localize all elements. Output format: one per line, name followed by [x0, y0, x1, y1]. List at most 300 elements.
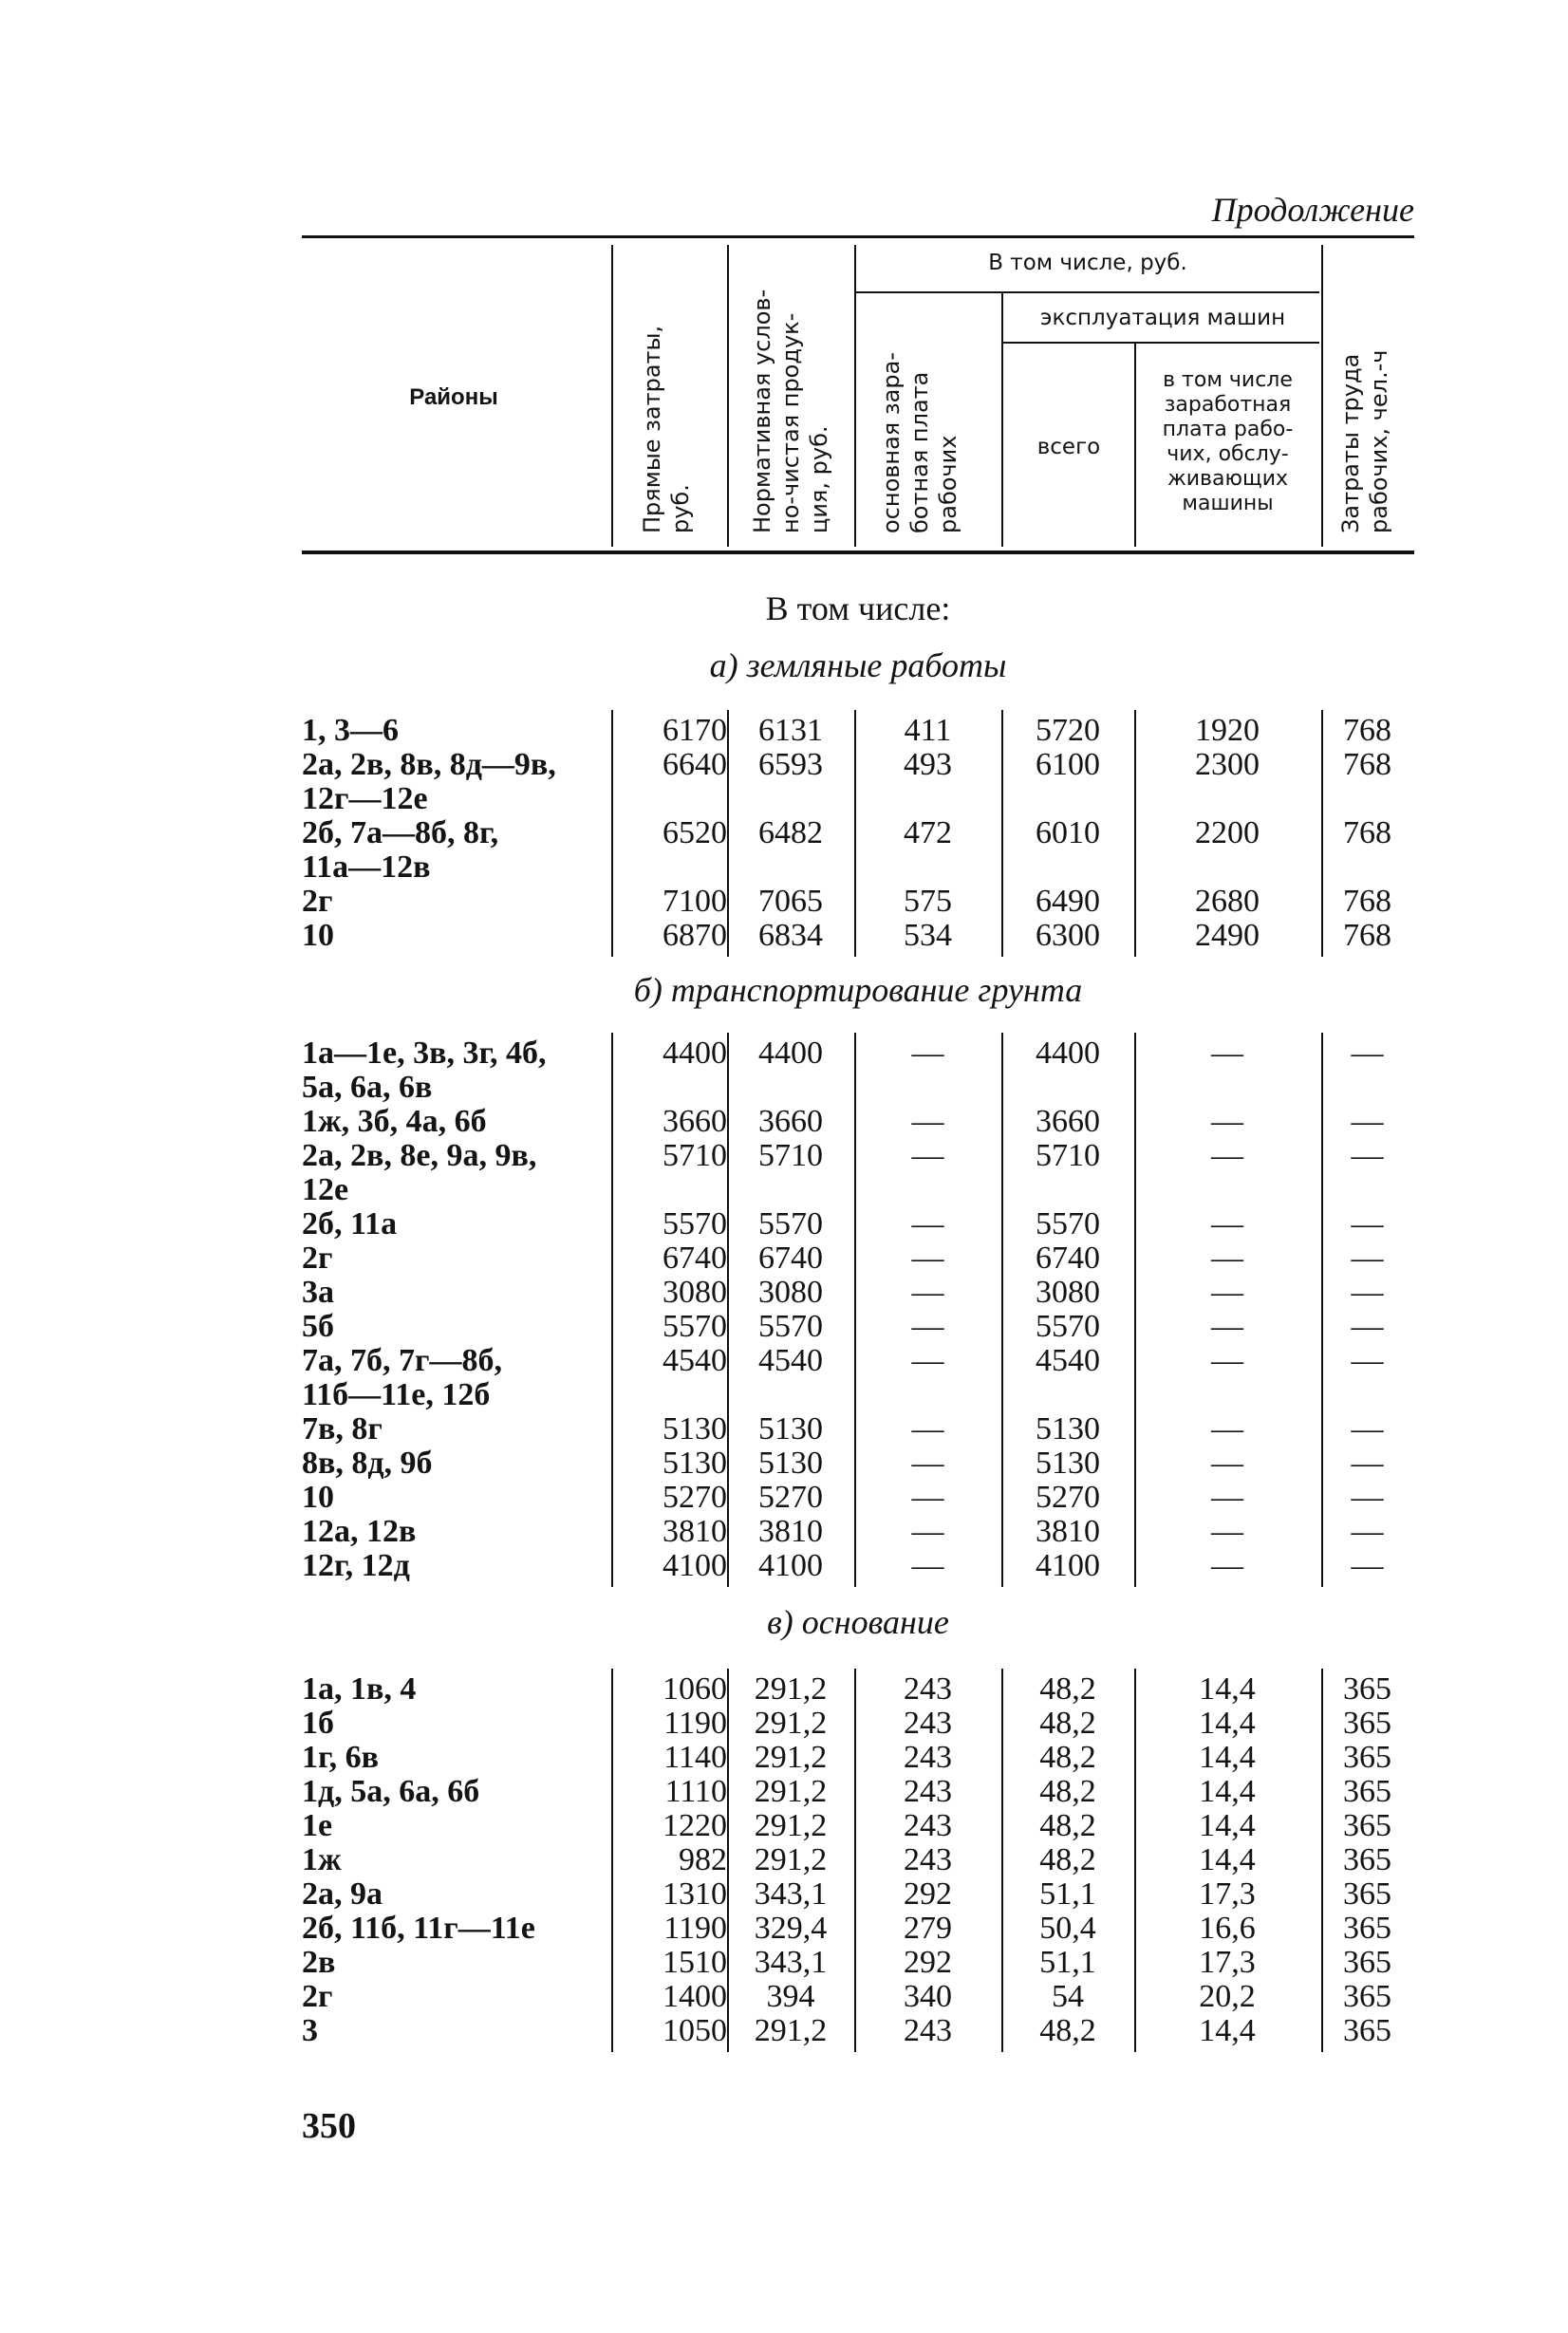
- value-cell-total: 6490: [1036, 884, 1100, 919]
- table-row: [302, 1707, 1414, 1741]
- value-cell-wage: —: [911, 1548, 944, 1583]
- column-divider: [611, 1669, 613, 2052]
- district-cell: 7а, 7б, 7г—8б,: [302, 1344, 502, 1378]
- column-divider: [1321, 1669, 1323, 2052]
- value-cell-operators: [1134, 850, 1320, 885]
- value-cell-net: [727, 850, 854, 885]
- section-title-earthworks: а) земляные работы: [709, 646, 1007, 684]
- header-districts: Районы: [409, 384, 498, 410]
- section-table-soil-transport: [302, 1036, 1414, 1583]
- value-cell-operators: [1134, 1378, 1320, 1412]
- table-row: [302, 1672, 1414, 1707]
- value-cell-total: 48,2: [1039, 1740, 1096, 1775]
- value-cell-total: 6100: [1036, 747, 1100, 782]
- value-cell-net: 291,2: [754, 2013, 828, 2048]
- value-cell-total: 51,1: [1039, 1945, 1096, 1980]
- district-cell: 2г: [302, 1241, 333, 1276]
- value-cell-wage: —: [911, 1036, 944, 1071]
- value-cell-labor: [1320, 782, 1414, 816]
- value-cell-total: 6300: [1036, 918, 1100, 953]
- header-divider: [854, 245, 856, 547]
- value-cell-net: 5570: [758, 1309, 823, 1344]
- value-cell-operators: [1134, 782, 1320, 816]
- table-row: [302, 885, 1414, 919]
- column-divider: [611, 710, 613, 957]
- value-cell-total: 5130: [1036, 1411, 1100, 1446]
- value-cell-direct: 3660: [663, 1104, 727, 1139]
- district-cell: 10: [302, 1481, 334, 1515]
- table-row: [302, 1980, 1414, 2014]
- header-labor: Затраты труда рабочих, чел.-ч: [1337, 349, 1392, 533]
- value-cell-wage: —: [911, 1138, 944, 1173]
- table-row: [302, 1775, 1414, 1809]
- value-cell-labor: 365: [1343, 1808, 1391, 1843]
- value-cell-net: 6593: [758, 747, 823, 782]
- value-cell-labor: —: [1351, 1548, 1384, 1583]
- column-divider: [727, 1669, 729, 2052]
- header-divider: [856, 291, 1319, 293]
- value-cell-total: 4100: [1036, 1548, 1100, 1583]
- value-cell-wage: 472: [904, 815, 952, 850]
- value-cell-wage: —: [911, 1275, 944, 1310]
- value-cell-direct: 5570: [663, 1309, 727, 1344]
- value-cell-wage: [854, 782, 1001, 816]
- table-row: [302, 1071, 1414, 1105]
- column-divider: [727, 1033, 729, 1587]
- value-cell-direct: [611, 1071, 727, 1105]
- table-row: [302, 1105, 1414, 1139]
- header-including-group: В том числе, руб.: [988, 251, 1187, 275]
- table-row: [302, 1207, 1414, 1241]
- value-cell-net: 4100: [758, 1548, 823, 1583]
- value-cell-wage: —: [911, 1309, 944, 1344]
- value-cell-operators: 2300: [1195, 747, 1260, 782]
- district-cell: 12г, 12д: [302, 1549, 410, 1583]
- table-row: [302, 1741, 1414, 1775]
- value-cell-net: 343,1: [754, 1876, 828, 1912]
- value-cell-operators: —: [1211, 1275, 1243, 1310]
- value-cell-labor: 365: [1343, 1706, 1391, 1741]
- value-cell-total: 5570: [1036, 1206, 1100, 1241]
- district-cell: 1а, 1в, 4: [302, 1672, 417, 1707]
- value-cell-net: 291,2: [754, 1740, 828, 1775]
- value-cell-direct: 1220: [663, 1808, 727, 1843]
- value-cell-wage: 243: [904, 1706, 952, 1741]
- value-cell-net: 291,2: [754, 1774, 828, 1809]
- value-cell-total: 3080: [1036, 1275, 1100, 1310]
- value-cell-operators: 14,4: [1199, 1706, 1256, 1741]
- value-cell-labor: 365: [1343, 1774, 1391, 1809]
- value-cell-net: 343,1: [754, 1945, 828, 1980]
- value-cell-total: 48,2: [1039, 1808, 1096, 1843]
- value-cell-net: 7065: [758, 884, 823, 919]
- value-cell-net: 291,2: [754, 1706, 828, 1741]
- value-cell-labor: 365: [1343, 1911, 1391, 1946]
- value-cell-total: 6740: [1036, 1241, 1100, 1276]
- value-cell-labor: —: [1351, 1275, 1384, 1310]
- value-cell-net: 3810: [758, 1514, 823, 1549]
- value-cell-total: 4540: [1036, 1343, 1100, 1378]
- value-cell-operators: 17,3: [1199, 1876, 1256, 1912]
- district-cell: 1ж, 3б, 4а, 6б: [302, 1105, 487, 1139]
- value-cell-operators: 14,4: [1199, 1808, 1256, 1843]
- value-cell-operators: 14,4: [1199, 1774, 1256, 1809]
- value-cell-direct: 6170: [663, 713, 727, 748]
- district-cell: 3а: [302, 1276, 334, 1310]
- section-table-foundation: [302, 1672, 1414, 2048]
- column-divider: [1001, 710, 1003, 957]
- section-title-soil-transport: б) транспортирование грунта: [633, 971, 1083, 1009]
- table-row: [302, 1481, 1414, 1515]
- table-row: [302, 1139, 1414, 1173]
- value-cell-net: 329,4: [754, 1911, 828, 1946]
- value-cell-wage: —: [911, 1480, 944, 1515]
- value-cell-net: 5130: [758, 1446, 823, 1481]
- value-cell-operators: 14,4: [1199, 1842, 1256, 1877]
- value-cell-direct: 1110: [664, 1774, 727, 1809]
- district-cell: 2г: [302, 1980, 333, 2014]
- table-row: [302, 782, 1414, 816]
- column-divider: [854, 710, 856, 957]
- district-cell: 12е: [302, 1173, 349, 1207]
- district-cell: 2б, 11а: [302, 1207, 398, 1241]
- value-cell-wage: 292: [904, 1945, 952, 1980]
- value-cell-labor: —: [1351, 1241, 1384, 1276]
- table-row: [302, 919, 1414, 953]
- value-cell-operators: 2490: [1195, 918, 1260, 953]
- table-row: [302, 850, 1414, 885]
- value-cell-labor: —: [1351, 1411, 1384, 1446]
- value-cell-direct: 4540: [663, 1343, 727, 1378]
- value-cell-operators: —: [1211, 1446, 1243, 1481]
- value-cell-net: 291,2: [754, 1671, 828, 1707]
- table-row: [302, 816, 1414, 850]
- column-divider: [1001, 1669, 1003, 2052]
- value-cell-total: 48,2: [1039, 1671, 1096, 1707]
- district-cell: 2г: [302, 885, 333, 919]
- table-row: [302, 1877, 1414, 1912]
- value-cell-wage: 243: [904, 2013, 952, 2048]
- value-cell-wage: 575: [904, 884, 952, 919]
- header-bottom-rule: [302, 551, 1414, 554]
- value-cell-labor: [1320, 1173, 1414, 1207]
- value-cell-labor: —: [1351, 1104, 1384, 1139]
- district-cell: 2в: [302, 1946, 336, 1980]
- value-cell-net: 6834: [758, 918, 823, 953]
- table-row: [302, 1549, 1414, 1583]
- value-cell-total: 51,1: [1039, 1876, 1096, 1912]
- value-cell-total: 3810: [1036, 1514, 1100, 1549]
- value-cell-total: 48,2: [1039, 2013, 1096, 2048]
- table-row: [302, 1912, 1414, 1946]
- value-cell-labor: —: [1351, 1206, 1384, 1241]
- district-cell: 10: [302, 919, 334, 953]
- value-cell-operators: —: [1211, 1480, 1243, 1515]
- district-cell: 5а, 6а, 6в: [302, 1071, 433, 1105]
- table-row: [302, 1241, 1414, 1276]
- column-divider: [1321, 1033, 1323, 1587]
- column-divider: [611, 1033, 613, 1587]
- value-cell-total: 54: [1052, 1979, 1084, 2014]
- table-row: [302, 1378, 1414, 1412]
- value-cell-total: 48,2: [1039, 1774, 1096, 1809]
- table-row: [302, 1809, 1414, 1843]
- value-cell-direct: 1310: [663, 1876, 727, 1912]
- value-cell-direct: 1400: [663, 1979, 727, 2014]
- value-cell-net: 3660: [758, 1104, 823, 1139]
- value-cell-direct: 6740: [663, 1241, 727, 1276]
- value-cell-wage: [854, 1071, 1001, 1105]
- intro-label: В том числе:: [765, 589, 951, 627]
- value-cell-labor: 768: [1343, 747, 1391, 782]
- value-cell-net: 5130: [758, 1411, 823, 1446]
- value-cell-total: [1001, 1071, 1134, 1105]
- value-cell-direct: 982: [679, 1842, 727, 1877]
- value-cell-wage: —: [911, 1104, 944, 1139]
- district-cell: 11а—12в: [302, 850, 431, 885]
- value-cell-direct: 4400: [663, 1036, 727, 1071]
- value-cell-labor: 365: [1343, 1740, 1391, 1775]
- value-cell-labor: 365: [1343, 1945, 1391, 1980]
- value-cell-direct: 3810: [663, 1514, 727, 1549]
- value-cell-direct: 4100: [663, 1548, 727, 1583]
- value-cell-direct: 5570: [663, 1206, 727, 1241]
- value-cell-operators: 2200: [1195, 815, 1260, 850]
- column-divider: [1134, 1033, 1136, 1587]
- value-cell-net: 5270: [758, 1480, 823, 1515]
- value-cell-net: 6740: [758, 1241, 823, 1276]
- table-row: [302, 1946, 1414, 1980]
- value-cell-total: [1001, 850, 1134, 885]
- value-cell-net: 4540: [758, 1343, 823, 1378]
- district-cell: 2а, 9а: [302, 1877, 383, 1912]
- value-cell-direct: 6870: [663, 918, 727, 953]
- value-cell-total: [1001, 1378, 1134, 1412]
- value-cell-net: 6131: [758, 713, 823, 748]
- section-table-earthworks: [302, 714, 1414, 953]
- district-cell: 12а, 12в: [302, 1515, 417, 1549]
- value-cell-operators: —: [1211, 1206, 1243, 1241]
- value-cell-operators: —: [1211, 1241, 1243, 1276]
- value-cell-operators: —: [1211, 1411, 1243, 1446]
- value-cell-wage: —: [911, 1343, 944, 1378]
- header-total: всего: [1036, 435, 1101, 459]
- table-row: [302, 2014, 1414, 2048]
- header-divider: [1003, 342, 1319, 344]
- value-cell-wage: [854, 850, 1001, 885]
- district-cell: 7в, 8г: [302, 1412, 383, 1446]
- district-cell: 12г—12е: [302, 782, 428, 816]
- value-cell-operators: 2680: [1195, 884, 1260, 919]
- value-cell-wage: —: [911, 1241, 944, 1276]
- column-divider: [727, 710, 729, 957]
- value-cell-wage: [854, 1173, 1001, 1207]
- value-cell-operators: 14,4: [1199, 1671, 1256, 1707]
- value-cell-wage: 243: [904, 1842, 952, 1877]
- value-cell-labor: —: [1351, 1138, 1384, 1173]
- value-cell-operators: [1134, 1173, 1320, 1207]
- value-cell-labor: —: [1351, 1343, 1384, 1378]
- value-cell-operators: —: [1211, 1548, 1243, 1583]
- district-cell: 2б, 7а—8б, 8г,: [302, 816, 499, 850]
- value-cell-labor: 365: [1343, 1979, 1391, 2014]
- value-cell-total: 3660: [1036, 1104, 1100, 1139]
- district-cell: 11б—11е, 12б: [302, 1378, 491, 1412]
- district-cell: 2а, 2в, 8е, 9а, 9в,: [302, 1139, 537, 1173]
- value-cell-direct: 1510: [663, 1945, 727, 1980]
- header-machine-operation: эксплуатация машин: [1039, 306, 1286, 330]
- header-net-output: Нормативная услов- но-чистая продук- ция, руб.: [749, 289, 832, 533]
- value-cell-wage: 279: [904, 1911, 952, 1946]
- header-direct-costs: Прямые затраты, руб.: [639, 325, 694, 533]
- value-cell-labor: 365: [1343, 1671, 1391, 1707]
- value-cell-labor: [1320, 850, 1414, 885]
- page-number: 350: [302, 2106, 356, 2146]
- value-cell-direct: 3080: [663, 1275, 727, 1310]
- value-cell-direct: 1190: [663, 1706, 727, 1741]
- value-cell-net: [727, 1071, 854, 1105]
- value-cell-total: 4400: [1036, 1036, 1100, 1071]
- table-row: [302, 1412, 1414, 1446]
- value-cell-total: [1001, 782, 1134, 816]
- continuation-label: Продолжение: [1211, 191, 1414, 229]
- value-cell-operators: 20,2: [1199, 1979, 1256, 2014]
- value-cell-direct: 1140: [663, 1740, 727, 1775]
- value-cell-direct: [611, 782, 727, 816]
- column-divider: [1134, 710, 1136, 957]
- column-divider: [854, 1033, 856, 1587]
- value-cell-net: [727, 1378, 854, 1412]
- column-divider: [854, 1669, 856, 2052]
- value-cell-wage: 243: [904, 1740, 952, 1775]
- district-cell: 5б: [302, 1310, 334, 1344]
- value-cell-operators: 14,4: [1199, 1740, 1256, 1775]
- value-cell-labor: —: [1351, 1480, 1384, 1515]
- district-cell: 1, 3—6: [302, 714, 399, 748]
- header-divider: [611, 245, 613, 547]
- value-cell-net: 4400: [758, 1036, 823, 1071]
- value-cell-wage: —: [911, 1411, 944, 1446]
- value-cell-net: 5710: [758, 1138, 823, 1173]
- district-cell: 1е: [302, 1809, 333, 1843]
- header-top-rule: [302, 235, 1414, 238]
- value-cell-net: 3080: [758, 1275, 823, 1310]
- value-cell-direct: 6640: [663, 747, 727, 782]
- value-cell-operators: —: [1211, 1036, 1243, 1071]
- value-cell-direct: [611, 1378, 727, 1412]
- district-cell: 8в, 8д, 9б: [302, 1446, 433, 1481]
- value-cell-direct: 1050: [663, 2013, 727, 2048]
- value-cell-direct: 6520: [663, 815, 727, 850]
- value-cell-operators: 16,6: [1199, 1911, 1256, 1946]
- value-cell-labor: 768: [1343, 884, 1391, 919]
- value-cell-operators: [1134, 1071, 1320, 1105]
- value-cell-wage: 243: [904, 1808, 952, 1843]
- value-cell-wage: —: [911, 1514, 944, 1549]
- district-cell: 2б, 11б, 11г—11е: [302, 1912, 535, 1946]
- value-cell-net: 291,2: [754, 1842, 828, 1877]
- table-row: [302, 1310, 1414, 1344]
- column-divider: [1321, 710, 1323, 957]
- value-cell-wage: 340: [904, 1979, 952, 2014]
- value-cell-operators: —: [1211, 1514, 1243, 1549]
- value-cell-total: 48,2: [1039, 1706, 1096, 1741]
- table-row: [302, 1276, 1414, 1310]
- value-cell-wage: 493: [904, 747, 952, 782]
- value-cell-labor: —: [1351, 1036, 1384, 1071]
- value-cell-total: [1001, 1173, 1134, 1207]
- value-cell-wage: 243: [904, 1671, 952, 1707]
- value-cell-direct: 1060: [663, 1671, 727, 1707]
- value-cell-labor: 768: [1343, 713, 1391, 748]
- value-cell-total: 5270: [1036, 1480, 1100, 1515]
- value-cell-wage: 243: [904, 1774, 952, 1809]
- value-cell-direct: [611, 850, 727, 885]
- value-cell-operators: 1920: [1195, 713, 1260, 748]
- value-cell-net: 291,2: [754, 1808, 828, 1843]
- value-cell-total: 5570: [1036, 1309, 1100, 1344]
- header-operators-wage: в том числе заработная плата рабо- чих, обслу- живающих машины: [1162, 368, 1294, 515]
- value-cell-direct: 5130: [663, 1411, 727, 1446]
- value-cell-labor: —: [1351, 1309, 1384, 1344]
- district-cell: 1б: [302, 1707, 334, 1741]
- value-cell-direct: 5270: [663, 1480, 727, 1515]
- value-cell-total: 48,2: [1039, 1842, 1096, 1877]
- value-cell-net: [727, 1173, 854, 1207]
- value-cell-total: 5710: [1036, 1138, 1100, 1173]
- value-cell-operators: —: [1211, 1343, 1243, 1378]
- value-cell-total: 50,4: [1039, 1911, 1096, 1946]
- table-row: [302, 1173, 1414, 1207]
- value-cell-labor: 365: [1343, 1876, 1391, 1912]
- district-cell: 1ж: [302, 1843, 342, 1877]
- column-divider: [1001, 1033, 1003, 1587]
- value-cell-direct: 5130: [663, 1446, 727, 1481]
- value-cell-wage: 411: [904, 713, 952, 748]
- header-divider: [1321, 245, 1323, 547]
- table-row: [302, 1036, 1414, 1071]
- table-row: [302, 1344, 1414, 1378]
- value-cell-net: 394: [766, 1979, 815, 2014]
- value-cell-net: [727, 782, 854, 816]
- value-cell-labor: 768: [1343, 815, 1391, 850]
- district-cell: 3: [302, 2014, 318, 2048]
- value-cell-operators: 17,3: [1199, 1945, 1256, 1980]
- value-cell-net: 6482: [758, 815, 823, 850]
- table-row: [302, 714, 1414, 748]
- district-cell: 1д, 5а, 6а, 6б: [302, 1775, 480, 1809]
- value-cell-labor: [1320, 1378, 1414, 1412]
- value-cell-wage: —: [911, 1446, 944, 1481]
- value-cell-wage: 292: [904, 1876, 952, 1912]
- header-divider: [727, 245, 729, 547]
- value-cell-operators: —: [1211, 1138, 1243, 1173]
- value-cell-operators: 14,4: [1199, 2013, 1256, 2048]
- value-cell-net: 5570: [758, 1206, 823, 1241]
- table-row: [302, 1843, 1414, 1877]
- table-row: [302, 748, 1414, 782]
- header-base-wage: основная зара- ботная плата рабочих: [878, 352, 961, 533]
- value-cell-direct: [611, 1173, 727, 1207]
- value-cell-labor: —: [1351, 1446, 1384, 1481]
- value-cell-labor: —: [1351, 1514, 1384, 1549]
- value-cell-wage: [854, 1378, 1001, 1412]
- value-cell-direct: 1190: [663, 1911, 727, 1946]
- value-cell-direct: 5710: [663, 1138, 727, 1173]
- header-divider: [1001, 293, 1003, 547]
- value-cell-direct: 7100: [663, 884, 727, 919]
- table-row: [302, 1515, 1414, 1549]
